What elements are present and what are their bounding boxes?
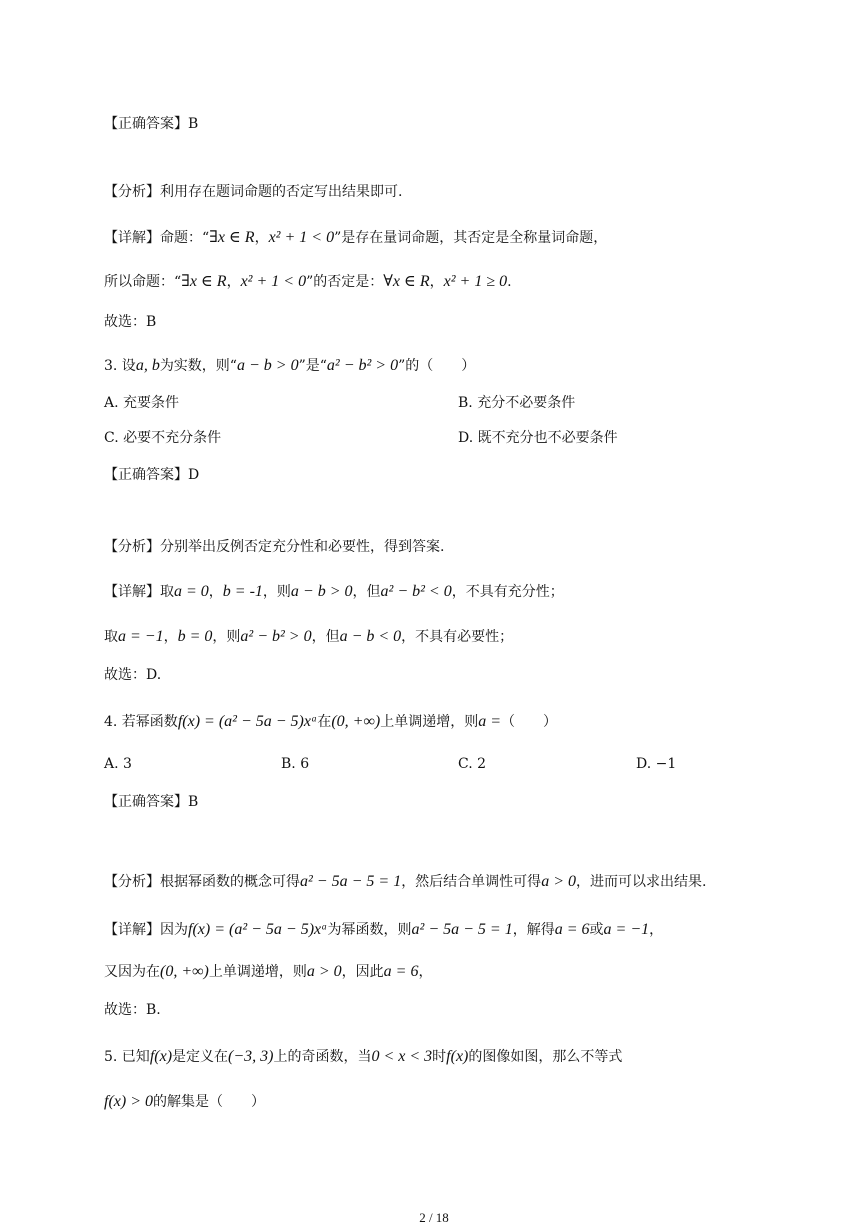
q4-option-c: C. 2 <box>458 756 487 772</box>
question-5-line2: f(x) > 0的解集是（ ） <box>104 1093 265 1110</box>
question-3: 3. 设a, b为实数，则“a − b > 0”是“a² − b² > 0”的（ ） <box>104 357 476 374</box>
answer-q3: 【正确答案】D <box>104 467 200 483</box>
choice-q3: 故选：D. <box>104 667 162 683</box>
q4-option-b: B. 6 <box>281 756 310 772</box>
choice-q4: 故选：B. <box>104 1002 161 1018</box>
detail-q3-line2: 取a = −1，b = 0，则a² − b² > 0，但a − b < 0，不具有必要性； <box>104 628 514 645</box>
detail-q2-line1: 【详解】命题：“∃x ∈ R，x² + 1 < 0”是存在量词命题，其否定是全称量词命题， <box>104 229 608 246</box>
question-4: 4. 若幂函数f(x) = (a² − 5a − 5)xᵃ在(0, +∞)上单调递增，则a =（ ） <box>104 713 557 730</box>
analysis-q4: 【分析】根据幂函数的概念可得a² − 5a − 5 = 1，然后结合单调性可得a > 0，进而可以求出结果. <box>104 873 707 890</box>
question-5-line1: 5. 已知f(x)是定义在(−3, 3)上的奇函数，当0 < x < 3时f(x)的图像如图，那么不等式 <box>104 1048 623 1065</box>
detail-q4-line1: 【详解】因为f(x) = (a² − 5a − 5)xᵃ为幂函数，则a² − 5a − 5 = 1，解得a = 6或a = −1， <box>104 921 664 938</box>
choice-q2: 故选：B <box>104 314 157 330</box>
q4-option-a: A. 3 <box>104 756 132 772</box>
q3-option-c: C. 必要不充分条件 <box>104 430 222 446</box>
detail-q2-line2: 所以命题：“∃x ∈ R，x² + 1 < 0”的否定是：∀x ∈ R，x² + 1 ≥ 0. <box>104 273 512 290</box>
analysis-q3: 【分析】分别举出反例否定充分性和必要性，得到答案. <box>104 539 445 555</box>
q3-option-b: B. 充分不必要条件 <box>458 395 576 411</box>
page-number: 2 / 18 <box>419 1210 449 1225</box>
detail-q3-line1: 【详解】取a = 0，b = -1，则a − b > 0，但a² − b² < 0，不具有充分性； <box>104 583 564 600</box>
analysis-q2: 【分析】利用存在题词命题的否定写出结果即可. <box>104 184 403 200</box>
answer-q2: 【正确答案】B <box>104 116 199 132</box>
q3-option-a: A. 充要条件 <box>104 395 180 411</box>
answer-q4: 【正确答案】B <box>104 794 199 810</box>
q3-option-d: D. 既不充分也不必要条件 <box>458 430 618 446</box>
q4-option-d: D. −1 <box>636 756 677 772</box>
detail-q4-line2: 又因为在(0, +∞)上单调递增，则a > 0，因此a = 6， <box>104 963 433 980</box>
